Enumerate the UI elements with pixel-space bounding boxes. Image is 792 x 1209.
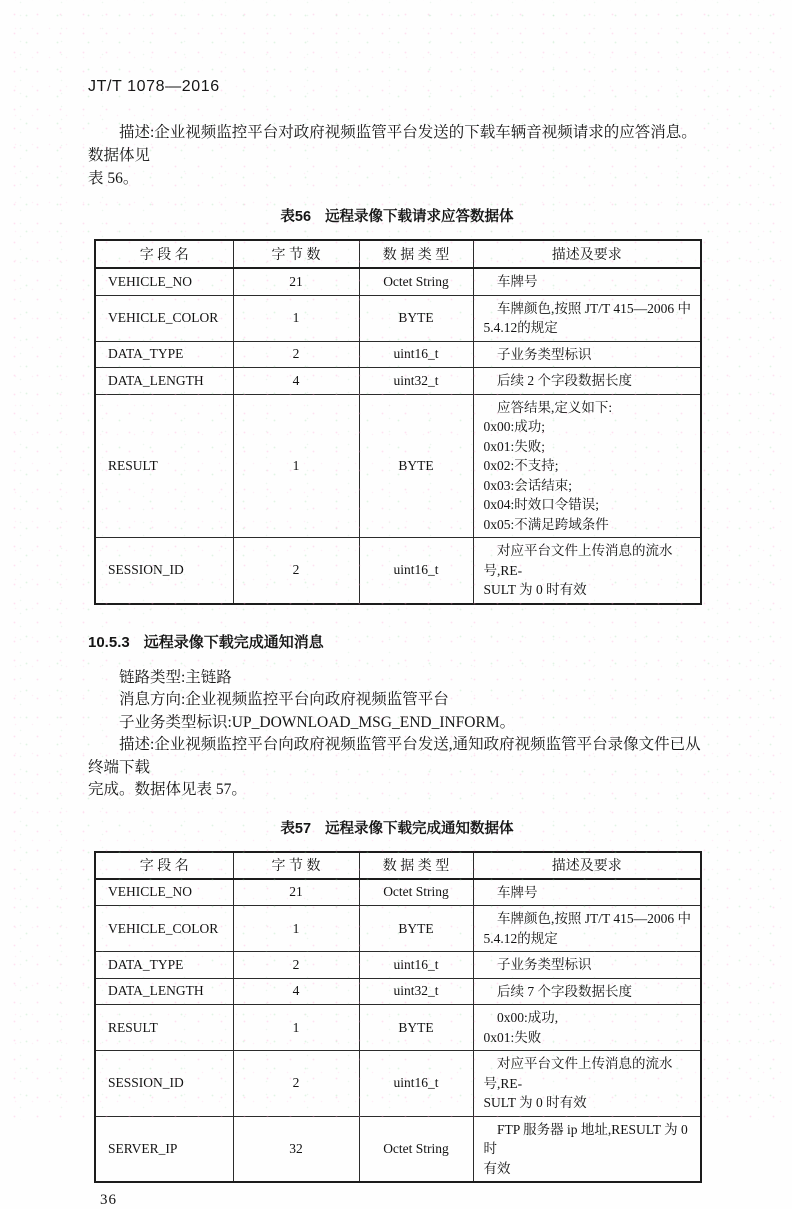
page-number: 36	[100, 1192, 117, 1208]
column-header-type: 数 据 类 型	[359, 240, 473, 268]
field-name-cell: DATA_LENGTH	[95, 368, 233, 395]
description-line: 车牌颜色,按照 JT/T 415—2006 中	[497, 911, 692, 926]
description-line: 对应平台文件上传消息的流水号,RE-	[483, 1056, 673, 1091]
field-name-cell: DATA_TYPE	[95, 952, 233, 979]
data-type-cell: BYTE	[359, 394, 473, 538]
table-row	[95, 879, 701, 906]
data-type-cell: uint16_t	[359, 952, 473, 979]
description-cell	[473, 978, 701, 1005]
description-line: 子业务类型标识	[497, 346, 592, 362]
field-name-cell: DATA_TYPE	[95, 341, 233, 368]
description-line: FTP 服务器 ip 地址,RESULT 为 0 时	[483, 1121, 688, 1156]
data-type-cell: uint32_t	[359, 978, 473, 1005]
field-name-cell: RESULT	[95, 1005, 233, 1051]
description-line: 0x04:时效口令错误;	[483, 497, 600, 512]
data-type-cell: uint16_t	[359, 538, 473, 604]
byte-count-cell: 1	[233, 394, 359, 538]
description-line: 子业务类型标识	[497, 957, 592, 972]
byte-count-cell: 2	[233, 341, 359, 368]
description-line: 有效	[483, 1160, 511, 1176]
description-line: 对应平台文件上传消息的流水号,RE-	[483, 543, 673, 578]
column-header-field: 字 段 名	[95, 852, 233, 879]
byte-count-cell: 2	[233, 952, 359, 979]
field-name-cell: SESSION_ID	[95, 1051, 233, 1117]
column-header-desc: 描述及要求	[473, 240, 701, 268]
description-cell	[473, 295, 701, 341]
description-cell	[473, 538, 701, 604]
column-header-field: 字 段 名	[95, 240, 233, 268]
data-type-cell: BYTE	[359, 906, 473, 952]
description-cell	[473, 1005, 701, 1051]
column-header-desc: 描述及要求	[473, 852, 701, 879]
intro-paragraph	[88, 121, 706, 190]
description-line: 应答结果,定义如下:	[497, 399, 613, 415]
table57-caption-title: 远程录像下载完成通知数据体	[325, 820, 514, 837]
intro-line: 描述:企业视频监控平台对政府视频监管平台发送的下载车辆音视频请求的应答消息。数据体见	[88, 124, 697, 164]
byte-count-cell: 2	[233, 1051, 359, 1117]
field-name-cell: VEHICLE_NO	[95, 879, 233, 906]
meta-line-link-type: 链路类型:主链路	[119, 668, 232, 686]
field-name-cell: VEHICLE_COLOR	[95, 906, 233, 952]
description-line: 0x03:会话结束;	[483, 477, 573, 493]
byte-count-cell: 1	[233, 295, 359, 341]
description-cell	[473, 368, 701, 395]
description-cell	[473, 341, 701, 368]
data-type-cell: Octet String	[359, 1116, 473, 1182]
description-cell	[473, 1051, 701, 1117]
data-type-cell: Octet String	[359, 268, 473, 295]
field-name-cell: VEHICLE_NO	[95, 268, 233, 295]
meta-line-subtype: 子业务类型标识:UP_DOWNLOAD_MSG_END_INFORM。	[119, 713, 516, 731]
column-header-bytes: 字 节 数	[233, 852, 359, 879]
table-row	[95, 1051, 701, 1117]
meta-line-direction: 消息方向:企业视频监控平台向政府视频监管平台	[119, 691, 449, 708]
byte-count-cell: 32	[233, 1116, 359, 1182]
description-line: 车牌颜色,按照 JT/T 415—2006 中	[497, 300, 692, 316]
section-meta	[88, 667, 706, 802]
data-type-cell: Octet String	[359, 879, 473, 906]
description-line: 车牌号	[497, 274, 538, 289]
description-cell	[473, 268, 701, 295]
field-name-cell: VEHICLE_COLOR	[95, 295, 233, 341]
description-line: 0x00:成功,	[497, 1010, 559, 1025]
column-header-type: 数 据 类 型	[359, 852, 473, 879]
field-name-cell: RESULT	[95, 394, 233, 538]
byte-count-cell: 2	[233, 538, 359, 604]
description-line: 0x05:不满足跨域条件	[483, 516, 609, 532]
table-row	[95, 906, 701, 952]
table57	[94, 851, 702, 1184]
description-line: 0x01:失败;	[483, 438, 546, 454]
byte-count-cell: 21	[233, 268, 359, 295]
table-row	[95, 1116, 701, 1182]
description-cell	[473, 879, 701, 906]
description-line: 后续 2 个字段数据长度	[497, 373, 632, 388]
description-cell	[473, 952, 701, 979]
section-desc-line: 描述:企业视频监控平台向政府视频监管平台发送,通知政府视频监管平台录像文件已从终端下载	[88, 736, 701, 776]
section-title: 远程录像下载完成通知消息	[143, 633, 324, 651]
table56-header-row	[95, 240, 701, 268]
intro-line: 表 56。	[88, 170, 139, 187]
table56-caption-title: 远程录像下载请求应答数据体	[325, 209, 514, 225]
field-name-cell: SESSION_ID	[95, 538, 233, 604]
section-heading	[88, 631, 706, 652]
table57-header-row	[95, 852, 701, 879]
description-line: 0x01:失败	[483, 1029, 542, 1045]
description-line: 0x02:不支持;	[483, 458, 559, 473]
byte-count-cell: 21	[233, 879, 359, 906]
data-type-cell: uint16_t	[359, 1051, 473, 1117]
table-row	[95, 394, 701, 538]
section-desc-line: 完成。数据体见表 57。	[88, 781, 247, 798]
table-row	[95, 295, 701, 341]
description-cell	[473, 906, 701, 952]
field-name-cell: DATA_LENGTH	[95, 978, 233, 1005]
standard-number: JT/T 1078—2016	[88, 78, 220, 95]
description-line: SULT 为 0 时有效	[483, 582, 587, 597]
table-row	[95, 1005, 701, 1051]
byte-count-cell: 1	[233, 906, 359, 952]
table-row	[95, 341, 701, 368]
table-row	[95, 978, 701, 1005]
table56	[94, 239, 702, 605]
field-name-cell: SERVER_IP	[95, 1116, 233, 1182]
table-row	[95, 368, 701, 395]
description-line: 0x00:成功;	[483, 419, 546, 434]
table56-caption-label: 表56	[280, 209, 312, 225]
section-number: 10.5.3	[88, 633, 130, 651]
description-cell	[473, 1116, 701, 1182]
description-line: SULT 为 0 时有效	[483, 1095, 587, 1110]
table57-caption-label: 表57	[280, 820, 312, 837]
table-row	[95, 268, 701, 295]
data-type-cell: BYTE	[359, 295, 473, 341]
description-line: 后续 7 个字段数据长度	[497, 983, 632, 999]
byte-count-cell: 1	[233, 1005, 359, 1051]
byte-count-cell: 4	[233, 978, 359, 1005]
table-row	[95, 952, 701, 979]
data-type-cell: uint16_t	[359, 341, 473, 368]
table57-caption	[88, 817, 706, 838]
table56-caption	[88, 205, 706, 226]
description-line: 5.4.12的规定	[483, 930, 558, 946]
description-cell	[473, 394, 701, 538]
column-header-bytes: 字 节 数	[233, 240, 359, 268]
description-line: 车牌号	[497, 884, 538, 900]
table-row	[95, 538, 701, 604]
description-line: 5.4.12的规定	[483, 320, 558, 335]
data-type-cell: uint32_t	[359, 368, 473, 395]
data-type-cell: BYTE	[359, 1005, 473, 1051]
byte-count-cell: 4	[233, 368, 359, 395]
